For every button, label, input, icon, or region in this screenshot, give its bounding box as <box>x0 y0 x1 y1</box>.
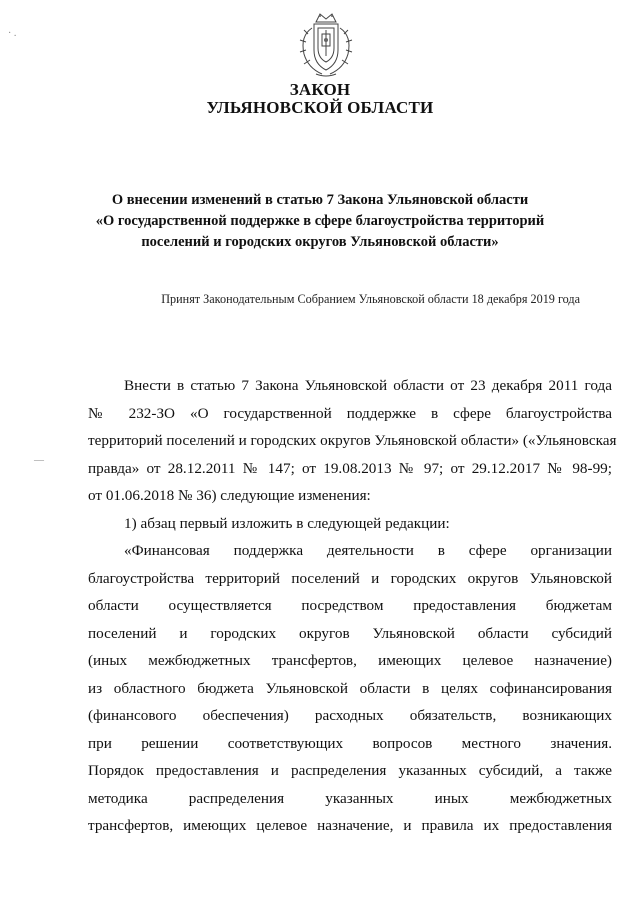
subject-line: поселений и городских округов Ульяновской области» <box>141 234 499 250</box>
body-line: области осуществляется посредством предоставления бюджетам <box>88 597 612 614</box>
body-line: поселений и городских округов Ульяновской области субсидий <box>88 624 612 642</box>
document-issuer: УЛЬЯНОВСКОЙ ОБЛАСТИ <box>206 98 434 117</box>
body-line: из областного бюджета Ульяновской области в целях софинансирования <box>88 679 612 697</box>
body-line: правда» от 28.12.2011 № 147; от 19.08.2013 № 97; от 29.12.2017 № 98-99; <box>88 459 612 477</box>
body-line: методика распределения указанных иных межбюджетных <box>88 789 612 807</box>
scan-mark: · . <box>8 28 17 39</box>
body-line: Порядок предоставления и распределения указанных субсидий, а также <box>88 762 612 779</box>
body-line: при решении соответствующих вопросов местного значения. <box>88 734 612 752</box>
document-type: ЗАКОН <box>289 80 351 99</box>
body-line: (финансового обеспечения) расходных обязательств, возникающих <box>88 707 612 724</box>
body-line: благоустройства территорий поселений и городских округов Ульяновской <box>88 569 612 587</box>
law-body-text <box>88 372 617 840</box>
body-line: территорий поселений и городских округов Ульяновской области» («Ульяновская <box>88 432 617 449</box>
adoption-note: Принят Законодательным Собранием Ульяновской области 18 декабря 2019 года <box>161 292 580 306</box>
subject-line: О внесении изменений в статью 7 Закона Ульяновской области <box>111 192 529 208</box>
subject-line: «О государственной поддержке в сфере благоустройства территорий <box>95 213 545 229</box>
body-line: «Финансовая поддержка деятельности в сфере организации <box>124 542 612 559</box>
body-line: трансфертов, имеющих целевое назначение, и правила их предоставления <box>88 817 612 834</box>
coat-of-arms-emblem <box>294 10 358 80</box>
body-line: № 232-ЗО «О государственной поддержке в сфере благоустройства <box>88 404 612 422</box>
body-line: Внести в статью 7 Закона Ульяновской области от 23 декабря 2011 года <box>124 377 612 394</box>
body-line: 1) абзац первый изложить в следующей редакции: <box>124 514 450 532</box>
scan-mark: — <box>34 455 44 466</box>
body-line: (иных межбюджетных трансфертов, имеющих целевое назначение) <box>88 652 612 669</box>
body-line: от 01.06.2018 № 36) следующие изменения: <box>88 487 371 504</box>
law-subject-title <box>60 190 580 253</box>
